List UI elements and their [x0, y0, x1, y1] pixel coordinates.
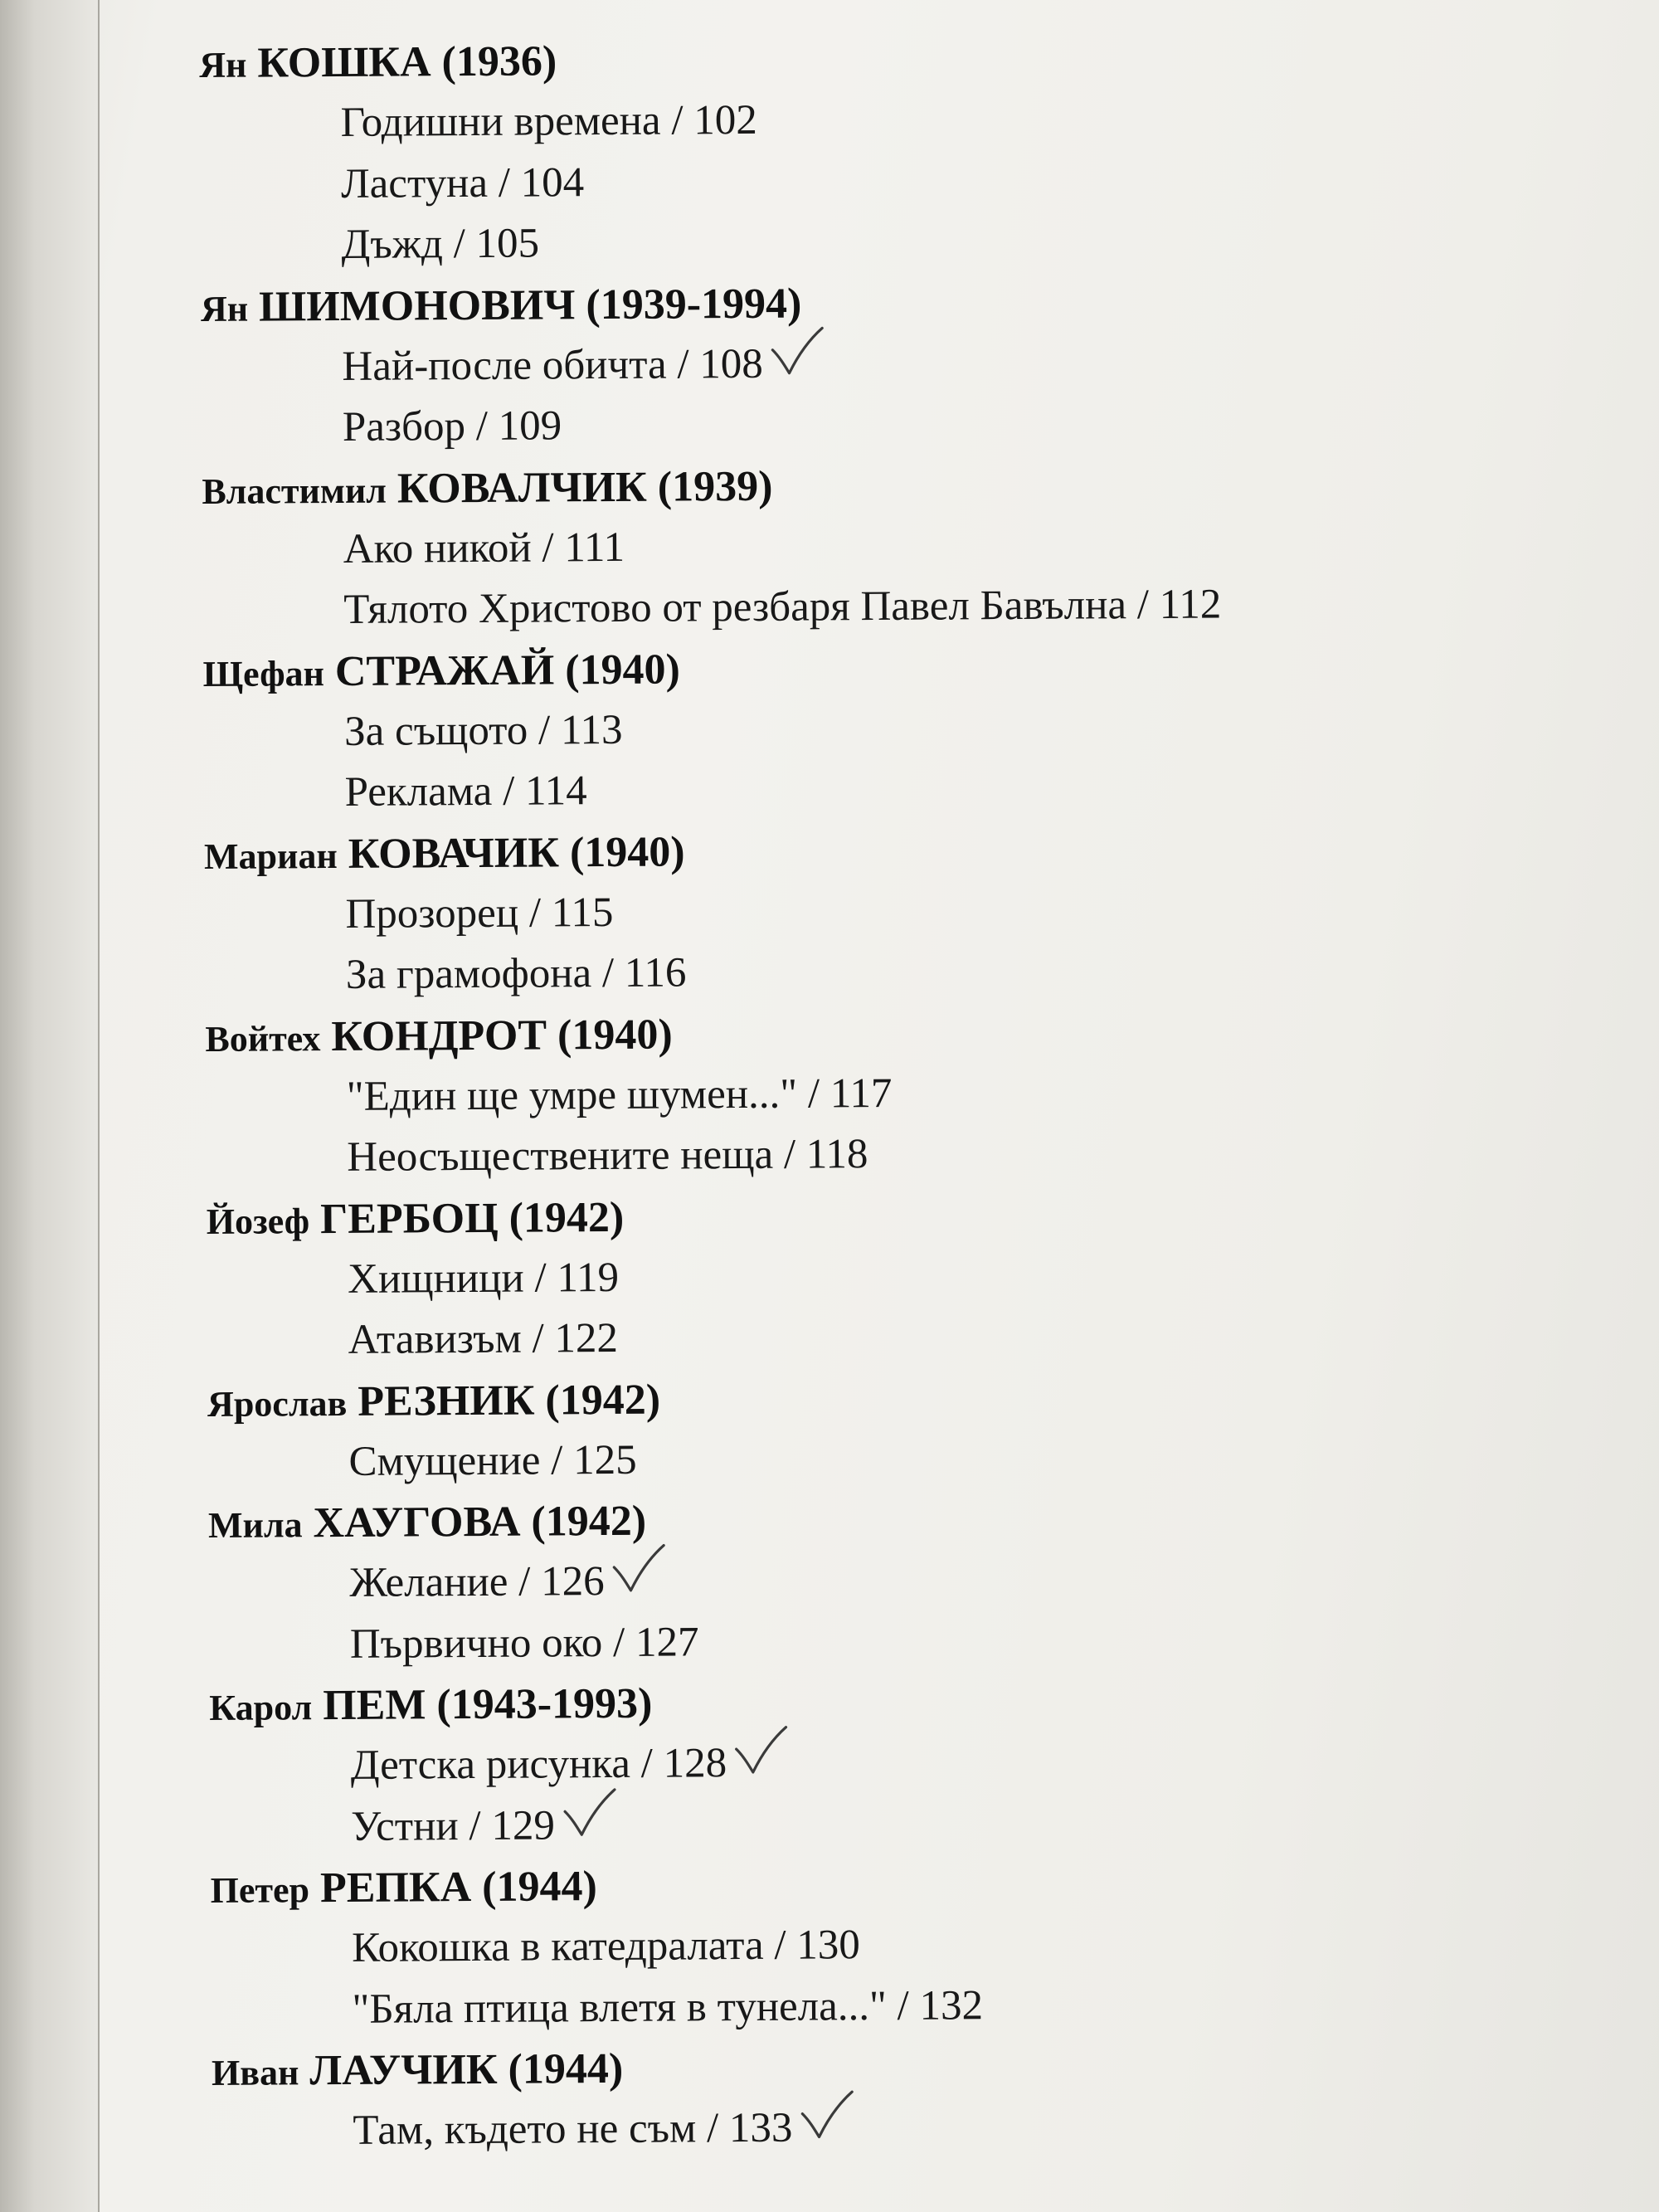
poem-title-and-page: Устни / 129 [351, 1801, 556, 1850]
poem-title-and-page: Ластуна / 104 [340, 158, 585, 207]
author-heading [204, 816, 1531, 885]
poem-entry [202, 512, 1530, 581]
author-heading [207, 1364, 1535, 1433]
author-years: (1944) [482, 1863, 597, 1911]
poem-entry [202, 390, 1529, 459]
poem-entry [207, 1425, 1535, 1493]
poem-entry [207, 1303, 1534, 1372]
author-first-name: Войтех [205, 1017, 321, 1060]
poem-title-and-page: Там, където не съм / 133 [353, 2104, 793, 2154]
author-heading [208, 1485, 1535, 1554]
author-last-name: ХАУГОВА [313, 1498, 521, 1547]
author-last-name: КОВАЧИК [348, 828, 560, 878]
author-years: (1940) [569, 827, 685, 876]
poem-title-and-page: Първично око / 127 [349, 1618, 699, 1668]
author-first-name: Йозеф [206, 1200, 310, 1242]
book-gutter-shadow [0, 0, 100, 2212]
poem-entry [211, 1972, 1538, 2041]
poem-entry [204, 877, 1531, 946]
author-first-name: Карол [209, 1687, 313, 1728]
handwritten-checkmark-icon [605, 1594, 606, 1595]
poem-title-and-page: Разбор / 109 [342, 402, 562, 451]
poem-title-and-page: За същото / 113 [343, 706, 623, 755]
poem-entry [207, 1242, 1534, 1311]
handwritten-checkmark-icon [555, 1838, 556, 1839]
poem-title-and-page: Детска рисунка / 128 [350, 1740, 727, 1789]
poem-title-and-page: Тялото Христово от резбаря Павел Бавълна / 112 [343, 581, 1222, 633]
poem-entry [211, 1911, 1538, 1980]
author-heading [205, 999, 1532, 1068]
table-of-contents [199, 25, 1540, 2162]
author-last-name: ПЕМ [323, 1681, 426, 1730]
poem-entry [203, 755, 1530, 824]
author-first-name: Мила [207, 1504, 303, 1546]
poem-entry [210, 1790, 1537, 1859]
author-heading [207, 1182, 1534, 1250]
poem-entry [201, 329, 1528, 398]
poem-title-and-page: Реклама / 114 [344, 767, 587, 816]
author-first-name: Ян [199, 44, 247, 85]
poem-entry [200, 207, 1527, 276]
author-first-name: Петер [210, 1869, 310, 1911]
poem-entry [212, 2093, 1539, 2162]
poem-entry [199, 85, 1526, 154]
poem-title-and-page: Най-после обичта / 108 [342, 340, 764, 390]
author-last-name: ГЕРБОЦ [319, 1194, 499, 1243]
poem-entry [200, 147, 1527, 216]
author-heading [209, 1668, 1536, 1737]
poem-title-and-page: Смущение / 125 [348, 1436, 637, 1485]
poem-title-and-page: Прозорец / 115 [345, 889, 614, 938]
poem-entry [210, 1728, 1537, 1797]
author-last-name: КОВАЛЧИК [397, 463, 647, 513]
poem-title-and-page: Желание / 126 [349, 1558, 605, 1606]
author-heading [202, 634, 1530, 703]
author-years: (1942) [508, 1193, 625, 1242]
poem-title-and-page: Хищници / 119 [348, 1254, 620, 1303]
poem-title-and-page: Годишни времена / 102 [340, 96, 757, 146]
poem-title-and-page: Кокошка в катедралата / 130 [351, 1922, 861, 1971]
book-spine-edge [98, 0, 100, 2212]
author-years: (1942) [531, 1497, 647, 1546]
poem-title-and-page: Атавизъм / 122 [348, 1314, 619, 1363]
poem-title-and-page: "Един ще умре шумен..." / 117 [346, 1069, 893, 1120]
poem-entry [203, 694, 1530, 763]
author-years: (1940) [565, 645, 681, 694]
poem-entry [206, 1060, 1533, 1128]
poem-entry [206, 1120, 1533, 1189]
poem-title-and-page: "Бяла птица влетя в тунела..." / 132 [352, 1981, 984, 2033]
author-first-name: Иван [211, 2052, 299, 2093]
author-heading [201, 269, 1528, 338]
poem-entry [209, 1607, 1536, 1676]
author-first-name: Ян [200, 288, 249, 329]
poem-entry [208, 1546, 1535, 1615]
poem-title-and-page: За грамофона / 116 [345, 949, 687, 998]
author-first-name: Властимил [202, 470, 387, 512]
poem-entry [205, 938, 1532, 1006]
author-heading [210, 1850, 1537, 1919]
poem-entry [202, 572, 1530, 641]
author-heading [202, 451, 1529, 520]
author-last-name: РЕЗНИК [358, 1376, 535, 1425]
poem-title-and-page: Ако никой / 111 [343, 524, 625, 572]
handwritten-checkmark-icon [763, 376, 764, 377]
author-years: (1940) [557, 1011, 673, 1059]
author-last-name: ШИМОНОВИЧ [258, 280, 576, 331]
author-heading [212, 2033, 1539, 2102]
author-years: (1944) [508, 2044, 624, 2093]
author-first-name: Щефан [202, 652, 325, 694]
author-last-name: КОНДРОТ [331, 1011, 547, 1060]
author-years: (1943-1993) [436, 1679, 653, 1729]
author-first-name: Ярослав [207, 1382, 348, 1425]
author-last-name: РЕПКА [319, 1864, 472, 1912]
author-heading [199, 25, 1526, 94]
author-years: (1936) [441, 37, 557, 86]
poem-title-and-page: Неосъществените неща / 118 [347, 1131, 868, 1181]
author-years: (1942) [545, 1376, 661, 1424]
author-last-name: КОШКА [257, 38, 431, 87]
author-last-name: СТРАЖАЙ [334, 646, 555, 695]
author-last-name: ЛАУЧИК [309, 2045, 498, 2095]
author-years: (1939) [657, 462, 773, 511]
poem-title-and-page: Дъжд / 105 [341, 220, 540, 268]
author-first-name: Мариан [203, 835, 338, 877]
author-years: (1939-1994) [586, 280, 802, 329]
